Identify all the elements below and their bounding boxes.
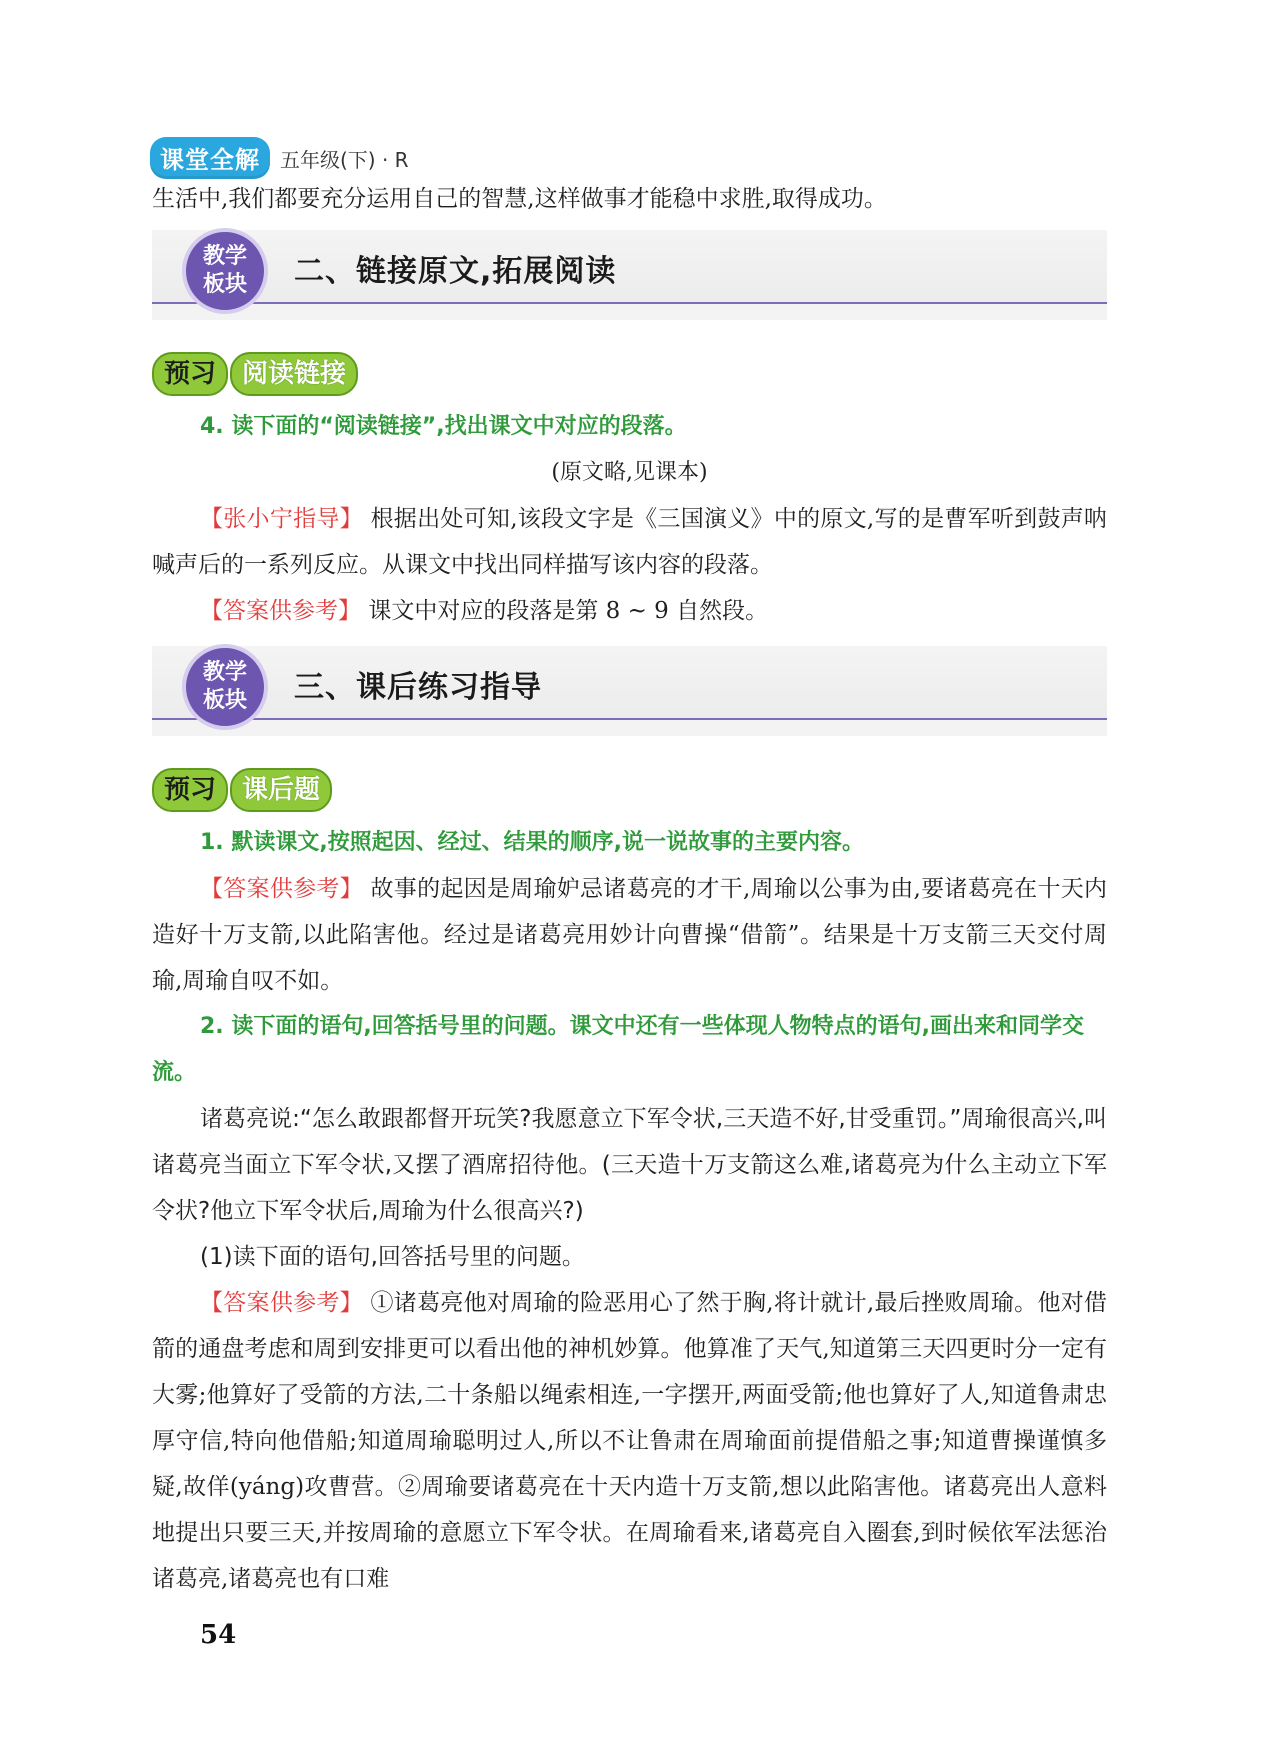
answer-text: 课文中对应的段落是第 8 ~ 9 自然段。	[368, 598, 769, 624]
preview-tag-reading-link	[152, 354, 358, 394]
tag-reading-link: 阅读链接	[230, 352, 358, 396]
section-banner-2	[152, 222, 1107, 320]
badge-line-2: 板块	[202, 688, 247, 713]
teaching-block-badge	[182, 228, 268, 314]
section-title: 二、链接原文,拓展阅读	[294, 254, 617, 289]
badge-line-1: 教学	[202, 244, 247, 269]
intro-paragraph: 生活中,我们都要充分运用自己的智慧,这样做事才能稳中求胜,取得成功。	[152, 186, 887, 212]
series-logo: 课堂全解	[150, 137, 270, 179]
original-text-note: (原文略,见课本)	[551, 460, 708, 485]
teaching-block-badge	[182, 644, 268, 730]
grade-label: 五年级(下) · R	[280, 147, 409, 172]
section-banner-3	[152, 638, 1107, 736]
answer-label: 【答案供参考】	[200, 1290, 363, 1316]
answer-paragraph-4	[152, 588, 1107, 634]
answer-label: 【答案供参考】	[200, 598, 361, 624]
question-2: 2. 读下面的语句,回答括号里的问题。课文中还有一些体现人物特点的语句,画出来和同学交流。	[152, 1014, 1085, 1085]
page-header	[150, 138, 409, 178]
guide-text: 根据出处可知,该段文字是《三国演义》中的原文,写的是曹军听到鼓声呐喊声后的一系列反应。从课文中找出同样描写该内容的段落。	[152, 506, 1108, 578]
guide-label: 【张小宁指导】	[200, 506, 363, 532]
answer-label: 【答案供参考】	[200, 876, 363, 902]
section-title: 三、课后练习指导	[294, 670, 542, 705]
sub-question-1: (1)读下面的语句,回答括号里的问题。	[200, 1244, 585, 1270]
answer-text: 故事的起因是周瑜妒忌诸葛亮的才干,周瑜以公事为由,要诸葛亮在十天内造好十万支箭,以此陷害他。经过是诸葛亮用妙计向曹操“借箭”。结果是十万支箭三天交付周瑜,周瑜自叹不如。	[152, 876, 1108, 994]
question-4: 4. 读下面的“阅读链接”,找出课文中对应的段落。	[200, 414, 687, 439]
preview-tag-exercises	[152, 770, 332, 810]
tag-exercises: 课后题	[230, 768, 332, 812]
page-number: 54	[200, 1620, 237, 1650]
tag-preview: 预习	[152, 352, 228, 396]
tag-preview: 预习	[152, 768, 228, 812]
banner-shadow	[152, 720, 1107, 736]
answer-paragraph-1	[152, 866, 1107, 1004]
answer-paragraph-2	[152, 1280, 1107, 1602]
quote-paragraph: 诸葛亮说:“怎么敢跟都督开玩笑?我愿意立下军令状,三天造不好,甘受重罚。”周瑜很高兴,叫诸葛亮当面立下军令状,又摆了酒席招待他。(三天造十万支箭这么难,诸葛亮为什么主动立下军令状?他立下军令状后,周瑜为什么很高兴?)	[152, 1106, 1107, 1224]
badge-line-2: 板块	[202, 272, 247, 297]
guide-paragraph	[152, 496, 1107, 588]
banner-shadow	[152, 304, 1107, 320]
badge-line-1: 教学	[202, 660, 247, 685]
answer-text: ①诸葛亮他对周瑜的险恶用心了然于胸,将计就计,最后挫败周瑜。他对借箭的通盘考虑和周到安排更可以看出他的神机妙算。他算准了天气,知道第三天四更时分一定有大雾;他算好了受箭的方法,二十条船以绳索相连,一字摆开,两面受箭;他也算好了人,知道鲁肃忠厚守信,特向他借船;知道周瑜聪明过人,所以不让鲁肃在周瑜面前提借船之事;知道曹操谨慎多疑,故佯(yáng)攻曹营。②周瑜要诸葛亮在十天内造十万支箭,想以此陷害他。诸葛亮出人意料地提出只要三天,并按周瑜的意愿立下军令状。在周瑜看来,诸葛亮自入圈套,到时候依军法惩治诸葛亮,诸葛亮也有口难	[152, 1290, 1108, 1592]
question-1: 1. 默读课文,按照起因、经过、结果的顺序,说一说故事的主要内容。	[200, 830, 865, 855]
